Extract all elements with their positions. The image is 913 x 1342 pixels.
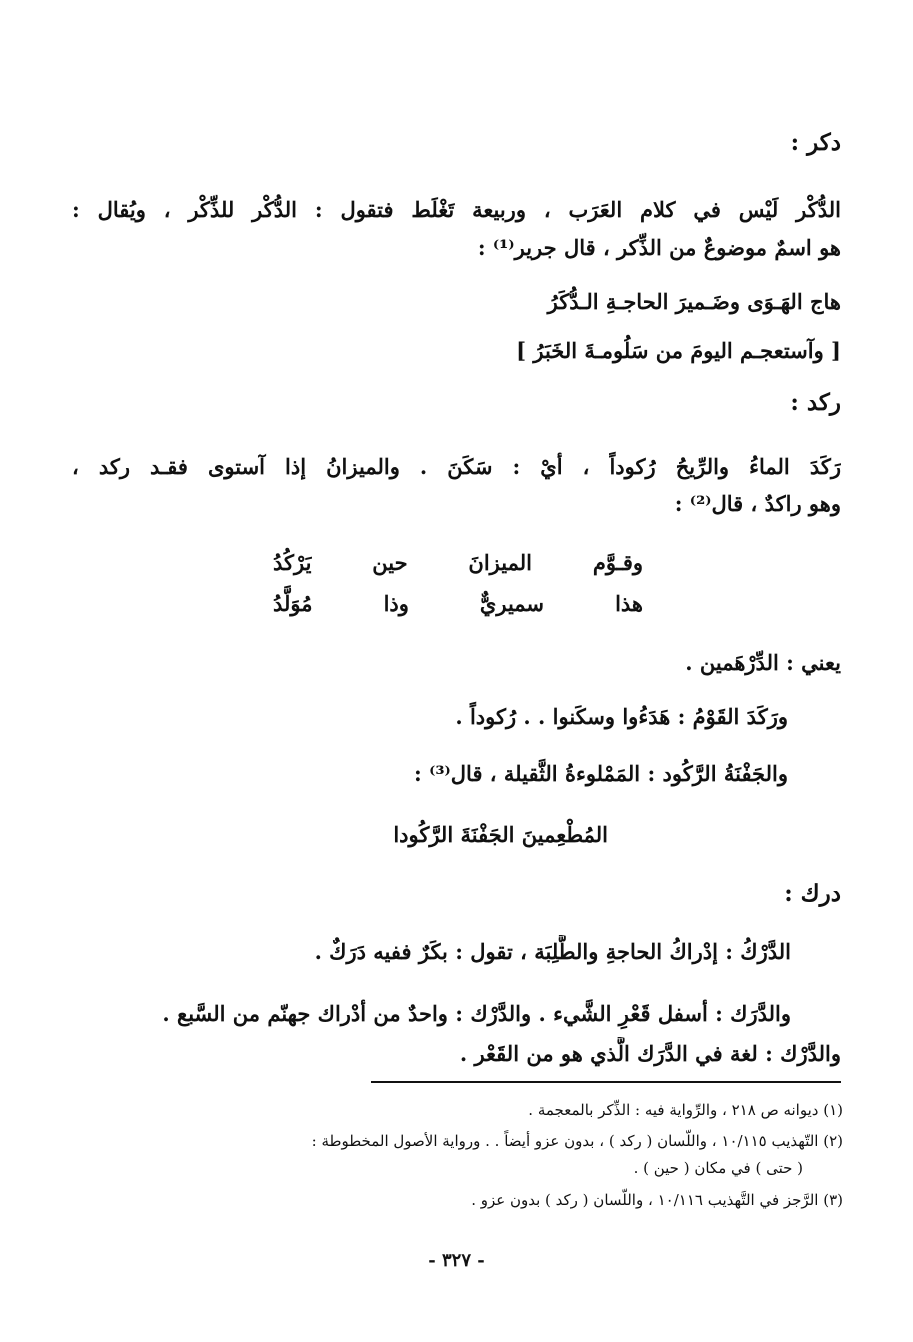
poem-word: مُوَلَّدُ	[273, 591, 313, 616]
verse-line: المُطْعِمينَ الجَفْنَةَ الرَّكُودا	[393, 822, 608, 847]
footnote-line: (٣) الرَّجز في التَّهذيب ١٠/١١٦ ، واللّسان ( ركد ) بدون عزو .	[471, 1191, 843, 1209]
poem-word: سميريٌّ	[479, 591, 545, 616]
paragraph-line: رَكَدَ الماءُ والرِّيحُ رُكوداً ، أيْ : سَكَنَ . والميزانُ إذا آستوى فقـد ركد ،	[72, 454, 841, 479]
footnote-line: (١) ديوانه ص ٢١٨ ، والرِّواية فيه : الذِّكر بالمعجمة .	[528, 1101, 843, 1119]
entry-heading-drk: درك :	[784, 880, 841, 907]
paragraph-line: هو اسمٌ موضوعٌ من الذِّكر ، قال جرير⁽¹⁾ :	[477, 235, 841, 260]
poem-word: الميزانَ	[468, 550, 532, 575]
poem-word: يَرْكُدُ	[273, 550, 312, 575]
footnote-line: (٢) التّهذيب ١٠/١١٥ ، واللّسان ( ركد ) ، بدون عزو أيضاً . . ورواية الأصول المخطوطة :	[311, 1132, 843, 1150]
entry-heading-rkd: ركد :	[790, 389, 841, 416]
verse-line: [ وآستعجـم اليومَ من سَلُومـةَ الخَبَرُ ]	[516, 338, 841, 363]
paragraph-line: والدَّرَك : أسفل قَعْرِ الشَّيء . والدَّرْك : واحدٌ من أدْراك جهنّم من السَّبع .	[162, 1001, 791, 1026]
poem-line	[273, 587, 643, 621]
footnote-line: ( حتى ) في مكان ( حين ) .	[633, 1159, 803, 1177]
paragraph-line: وهو راكدٌ ، قال⁽²⁾ :	[674, 491, 841, 516]
paragraph-line: ورَكَدَ القَوْمُ : هَدَءُوا وسكَنوا . . رُكوداً .	[455, 704, 788, 729]
paragraph-line: الدَّرْكُ : إدْراكُ الحاجةِ والطَّلِبَة ، تقول : بكَرٌ ففيه دَرَكٌ .	[314, 939, 791, 964]
entry-heading-dkr: دكر :	[790, 129, 841, 156]
poem-word: وقـوَّم	[592, 550, 643, 575]
paragraph-line: والدَّرْك : لغة في الدَّرَك الَّذي هو من القَعْر .	[459, 1041, 841, 1066]
page-number: - ٣٢٧ -	[428, 1250, 485, 1271]
paragraph-line: الدُّكْر لَيْس في كلام العَرَب ، وربيعة تَغْلَط فتقول : الدُّكْر للذِّكْر ، ويُقال :	[72, 197, 841, 222]
paragraph-line: يعني : الدِّرْهَمين .	[685, 650, 841, 675]
poem-word: وذا	[383, 591, 409, 616]
poem-word: حين	[372, 550, 408, 575]
poem-word: هذا	[615, 591, 643, 616]
poem-line	[273, 546, 643, 580]
paragraph-line: والجَفْنَةُ الرَّكُود : المَمْلوءةُ الثَّقيلة ، قال⁽³⁾ :	[414, 761, 788, 786]
footnote-divider	[371, 1081, 841, 1083]
verse-line: هاج الهَـوَى وضَـميرَ الحاجـةِ الـدُّكَرُ	[547, 289, 841, 314]
